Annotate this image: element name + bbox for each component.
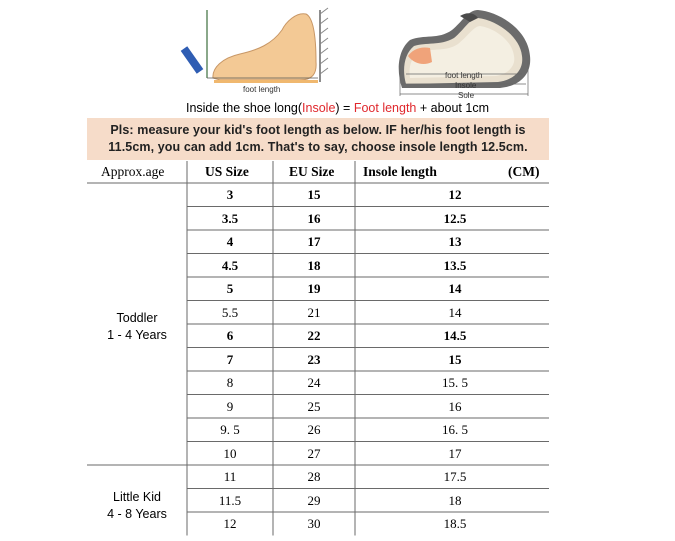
cell-insole: 18 xyxy=(448,492,462,508)
left-foot-length-label: foot length xyxy=(243,85,281,94)
group-little-kid-name: Little Kid xyxy=(113,490,161,504)
cell-eu: 25 xyxy=(307,398,321,414)
caption-foot-length: Foot length xyxy=(353,101,417,115)
cell-eu: 28 xyxy=(307,469,321,484)
group-little-kid-range: 4 - 8 Years xyxy=(107,507,167,521)
cell-eu: 23 xyxy=(307,351,321,367)
caption-part1: Inside the shoe long( xyxy=(185,101,303,115)
cell-us: 10 xyxy=(223,445,237,461)
cell-us: 5 xyxy=(226,281,234,296)
cell-eu: 29 xyxy=(307,492,321,508)
header-us-size: US Size xyxy=(205,164,249,179)
cell-us: 9. 5 xyxy=(220,422,240,437)
cell-insole: 13 xyxy=(448,234,462,249)
caption-part2: ) = xyxy=(335,101,354,115)
cell-insole: 16. 5 xyxy=(442,422,468,437)
cell-us: 6 xyxy=(226,328,234,343)
cell-us: 5.5 xyxy=(221,304,239,320)
cell-insole: 16 xyxy=(448,398,462,414)
cell-insole: 14 xyxy=(448,304,462,320)
cell-insole: 12.5 xyxy=(443,210,467,226)
caption-part3: + about 1cm xyxy=(416,101,489,115)
cell-eu: 16 xyxy=(307,210,321,226)
cell-us: 4 xyxy=(226,234,234,249)
header-insole-length: Insole length xyxy=(363,164,437,179)
cell-insole: 15 xyxy=(448,351,462,367)
cell-us: 9 xyxy=(226,398,234,414)
header-unit: (CM) xyxy=(508,164,540,179)
group-toddler xyxy=(87,310,187,344)
group-toddler-range: 1 - 4 Years xyxy=(107,328,167,342)
cell-us: 7 xyxy=(226,351,234,367)
cell-insole: 17 xyxy=(448,445,462,461)
cell-eu: 26 xyxy=(307,422,321,437)
cell-us: 3.5 xyxy=(221,210,239,226)
insole-formula-caption xyxy=(0,100,675,116)
group-little-kid xyxy=(87,489,187,523)
cell-eu: 15 xyxy=(307,187,321,202)
cell-insole: 17.5 xyxy=(443,469,467,484)
cell-us: 4.5 xyxy=(221,257,239,273)
cell-eu: 22 xyxy=(307,328,321,343)
cell-eu: 18 xyxy=(307,257,321,273)
shoe-section-illustration xyxy=(399,10,530,100)
cell-insole: 14 xyxy=(448,281,462,296)
cell-eu: 27 xyxy=(307,445,321,461)
group-toddler-name: Toddler xyxy=(116,311,158,325)
cell-us: 12 xyxy=(223,516,237,531)
notice-line-2: 11.5cm, you can add 1cm. That's to say, choose insole length 12.5cm. xyxy=(108,140,528,154)
cell-eu: 17 xyxy=(307,234,321,249)
notice-line-1: Pls: measure your kid's foot length as below. IF her/his foot length is xyxy=(110,123,526,137)
cell-us: 11.5 xyxy=(218,492,242,508)
header-approx-age: Approx.age xyxy=(101,164,165,179)
foot-side-illustration xyxy=(181,8,328,94)
cell-insole: 12 xyxy=(448,187,462,202)
caption-insole: Insole xyxy=(302,101,336,115)
cell-us: 11 xyxy=(223,469,237,484)
cell-us: 8 xyxy=(226,375,234,390)
cell-eu: 30 xyxy=(307,516,321,531)
right-sole-label: Sole xyxy=(458,91,475,100)
cell-insole: 14.5 xyxy=(443,328,467,343)
right-insole-label: Insole xyxy=(455,81,477,90)
cell-insole: 18.5 xyxy=(443,516,467,531)
cell-insole: 13.5 xyxy=(443,257,467,273)
header-eu-size: EU Size xyxy=(289,164,335,179)
cell-eu: 19 xyxy=(307,281,321,296)
cell-eu: 21 xyxy=(307,304,321,320)
right-foot-length-label: foot length xyxy=(445,71,483,80)
measurement-notice xyxy=(87,118,549,160)
cell-eu: 24 xyxy=(307,375,321,390)
cell-insole: 15. 5 xyxy=(442,375,468,390)
cell-us: 3 xyxy=(226,187,234,202)
